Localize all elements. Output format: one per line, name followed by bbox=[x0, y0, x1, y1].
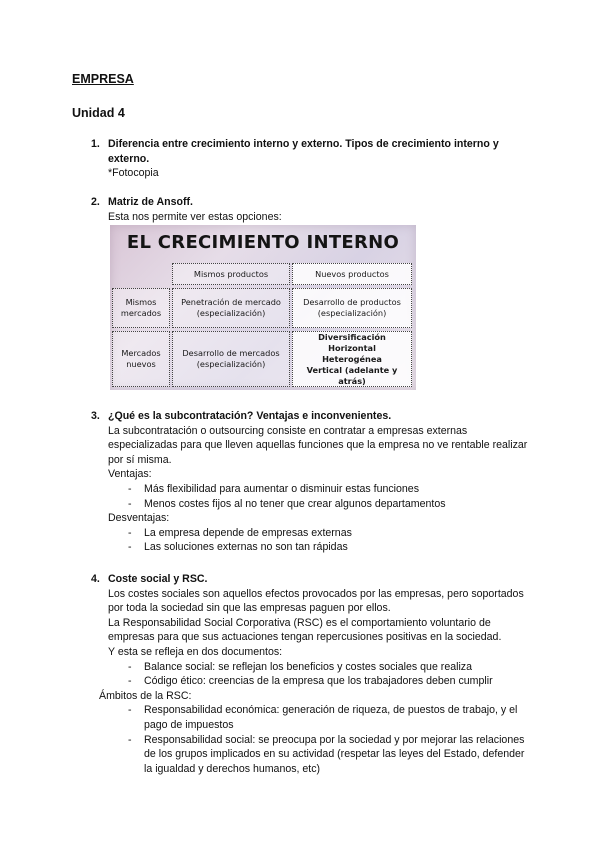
matrix-cell-line: Heterogénea bbox=[322, 353, 382, 364]
scopes-list bbox=[108, 703, 531, 776]
section-heading: Diferencia entre crecimiento interno y externo. Tipos de crecimiento interno y externo. bbox=[108, 138, 499, 165]
matrix-cell: Penetración de mercado (especialización) bbox=[172, 288, 290, 328]
matrix-cell-diversification bbox=[292, 331, 412, 387]
matrix-cell-line: Diversificación bbox=[318, 331, 386, 342]
list-item: - Más flexibilidad para aumentar o disminuir estas funciones bbox=[128, 482, 531, 497]
section-3 bbox=[91, 409, 531, 555]
matrix-cell-line: Vertical (adelante y atrás) bbox=[306, 364, 398, 386]
list-item: - Responsabilidad económica: generación de riqueza, de puestos de trabajo, y el pago de impuestos bbox=[128, 703, 531, 732]
advantages-list bbox=[108, 482, 531, 511]
section-note: *Fotocopia bbox=[108, 167, 159, 180]
matrix-cell: Desarrollo de mercados (especialización) bbox=[172, 331, 290, 387]
section-paragraph: La Responsabilidad Social Corporativa (RSC) es el comportamiento voluntario de empresas para que sus actuaciones tengan repercusiones positivas en la sociedad. bbox=[108, 616, 502, 644]
list-item: - Menos costes fijos al no tener que crear algunos departamentos bbox=[128, 497, 531, 512]
list-item: - Balance social: se reflejan los beneficios y costes sociales que realiza bbox=[128, 660, 531, 675]
section-4 bbox=[91, 572, 531, 776]
list-item: - La empresa depende de empresas externas bbox=[128, 526, 531, 541]
section-number: 2. bbox=[91, 196, 100, 208]
document-title: EMPRESA bbox=[72, 72, 134, 86]
section-heading: Coste social y RSC. bbox=[108, 573, 208, 585]
disadvantages-label: Desventajas: bbox=[108, 512, 170, 525]
list-item: - Código ético: creencias de la empresa que los trabajadores deben cumplir bbox=[128, 674, 531, 689]
list-item: - Las soluciones externas no son tan rápidas bbox=[128, 540, 531, 555]
section-2 bbox=[91, 195, 531, 224]
section-number: 3. bbox=[91, 410, 100, 422]
advantages-label: Ventajas: bbox=[108, 468, 152, 481]
unit-heading: Unidad 4 bbox=[72, 106, 125, 120]
matrix-col-header: Mismos productos bbox=[172, 263, 290, 285]
matrix-row-header: Mismos mercados bbox=[112, 288, 170, 328]
matrix-cell: Desarrollo de productos (especialización) bbox=[292, 288, 412, 328]
list-item: - Responsabilidad social: se preocupa por la sociedad y por mejorar las relaciones de los grupos implicados en su actividad (respetar las leyes del Estado, defender la igualdad y derechos humanos, etc) bbox=[128, 733, 531, 777]
matrix-row-header: Mercados nuevos bbox=[112, 331, 170, 387]
matrix-title: EL CRECIMIENTO INTERNO bbox=[126, 232, 400, 253]
section-heading: Matriz de Ansoff. bbox=[108, 196, 193, 208]
section-paragraph: La subcontratación o outsourcing consiste en contratar a empresas externas especializadas para que lleven aquellas funciones que la empresa no ve rentable realizar por sí misma. bbox=[108, 424, 528, 466]
section-heading: ¿Qué es la subcontratación? Ventajas e inconvenientes. bbox=[108, 410, 392, 422]
matrix-col-header: Nuevos productos bbox=[292, 263, 412, 285]
section-paragraph: Los costes sociales son aquellos efectos provocados por las empresas, pero soportados por toda la sociedad sin que las empresas paguen por ellos. bbox=[108, 587, 524, 615]
section-number: 1. bbox=[91, 138, 100, 150]
section-number: 4. bbox=[91, 573, 100, 585]
ansoff-matrix-image bbox=[110, 225, 416, 390]
section-intro: Esta nos permite ver estas opciones: bbox=[108, 210, 282, 223]
scopes-label: Ámbitos de la RSC: bbox=[99, 689, 192, 702]
disadvantages-list bbox=[108, 526, 531, 555]
section-1 bbox=[91, 137, 531, 181]
matrix-cell-line: Horizontal bbox=[328, 342, 376, 353]
documents-list bbox=[108, 660, 531, 689]
section-paragraph: Y esta se refleja en dos documentos: bbox=[108, 645, 283, 658]
